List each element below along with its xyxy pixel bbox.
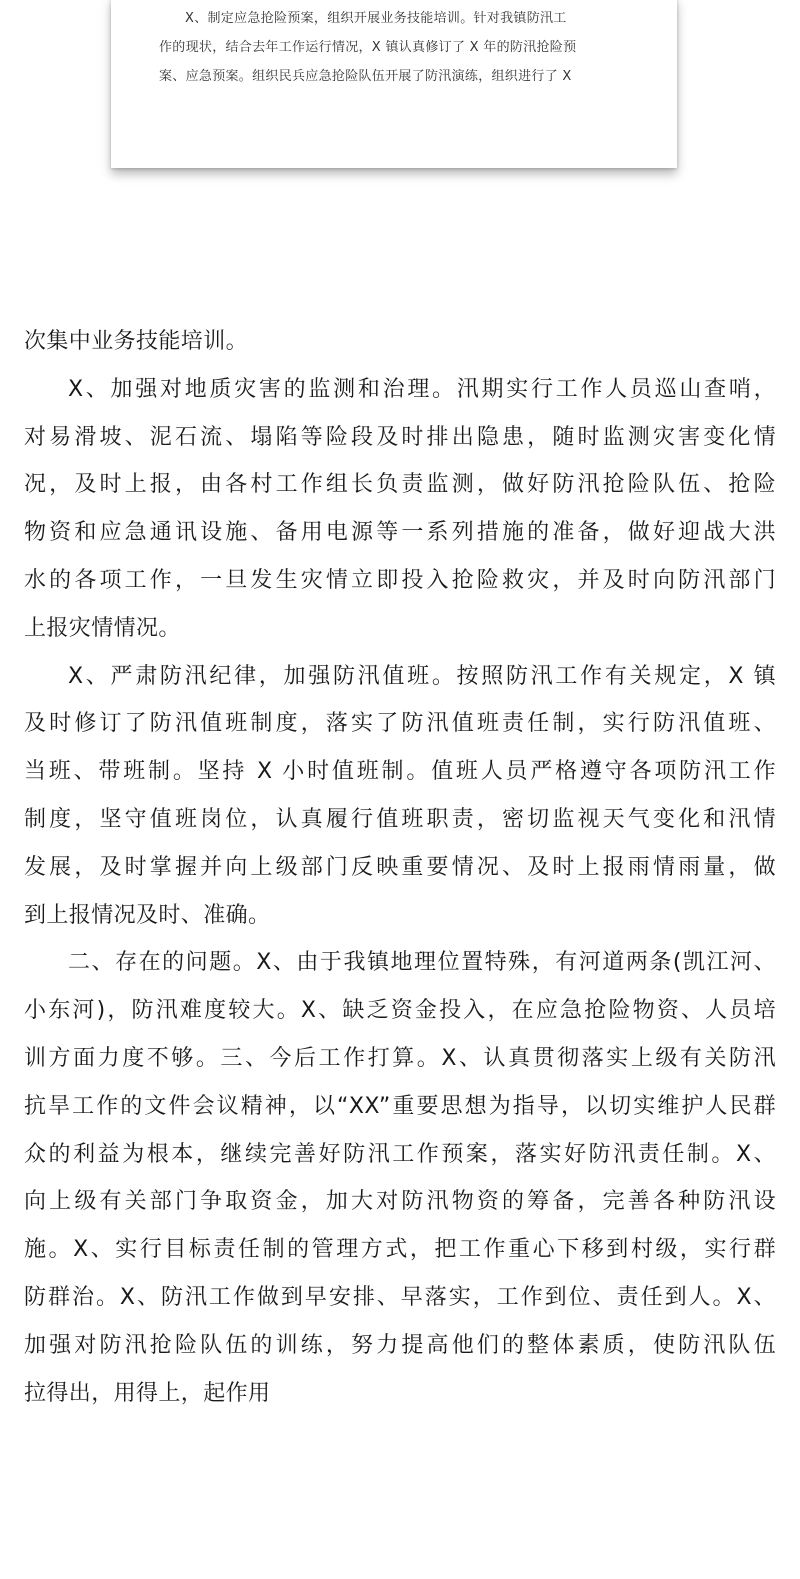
document-body (24, 318, 776, 1417)
body-line: 小东河)，防汛难度较大。X、缺乏资金投入，在应急抢险物资、人员培 (24, 998, 776, 1024)
body-line: 拉得出，用得上，起作用 (24, 1380, 271, 1406)
body-line: 及时修订了防汛值班制度，落实了防汛值班责任制，实行防汛值班、 (24, 711, 776, 737)
body-line: 对易滑坡、泥石流、塌陷等险段及时排出隐患，随时监测灾害变化情 (24, 424, 776, 450)
body-line: X、加强对地质灾害的监测和治理。汛期实行工作人员巡山查哨， (68, 376, 776, 402)
body-line: X、严肃防汛纪律，加强防汛值班。按照防汛工作有关规定，X 镇 (68, 663, 776, 689)
body-line: 次集中业务技能培训。 (24, 329, 249, 354)
body-line: 发展，及时掌握并向上级部门反映重要情况、及时上报雨情雨量，做 (24, 854, 776, 880)
body-line: 二、存在的问题。X、由于我镇地理位置特殊，有河道两条(凯江河、 (68, 950, 776, 976)
preview-line: 作的现状，结合去年工作运行情况，X 镇认真修订了 X 年的防汛抢险预 (159, 40, 577, 55)
body-line: 当班、带班制。坚持 X 小时值班制。值班人员严格遵守各项防汛工作 (24, 759, 776, 785)
body-line: 训方面力度不够。三、今后工作打算。X、认真贯彻落实上级有关防汛 (24, 1045, 776, 1071)
body-line: 制度，坚守值班岗位，认真履行值班职责，密切监视天气变化和汛情 (24, 806, 776, 832)
body-line: 况，及时上报，由各村工作组长负责监测，做好防汛抢险队伍、抢险 (24, 472, 776, 498)
body-line: 众的利益为根本，继续完善好防汛工作预案，落实好防汛责任制。X、 (24, 1141, 776, 1167)
body-line: 上报灾情情况。 (24, 615, 181, 641)
body-line: 施。X、实行目标责任制的管理方式，把工作重心下移到村级，实行群 (24, 1237, 776, 1263)
body-line: 到上报情况及时、准确。 (24, 902, 271, 928)
body-line: 水的各项工作，一旦发生灾情立即投入抢险救灾，并及时向防汛部门 (24, 567, 776, 593)
body-line: 向上级有关部门争取资金，加大对防汛物资的筹备，完善各种防汛设 (24, 1189, 776, 1215)
body-line: 抗旱工作的文件会议精神，以“XX”重要思想为指导，以切实维护人民群 (24, 1093, 776, 1119)
body-line: 防群治。X、防汛工作做到早安排、早落实，工作到位、责任到人。X、 (24, 1284, 776, 1310)
preview-line: X、制定应急抢险预案，组织开展业务技能培训。针对我镇防汛工 (185, 11, 567, 26)
body-line: 物资和应急通讯设施、备用电源等一系列措施的准备，做好迎战大洪 (24, 520, 776, 546)
document-page-preview (111, 0, 677, 168)
preview-line: 案、应急预案。组织民兵应急抢险队伍开展了防汛演练，组织进行了 X (159, 69, 572, 84)
body-line: 加强对防汛抢险队伍的训练，努力提高他们的整体素质，使防汛队伍 (24, 1332, 776, 1358)
